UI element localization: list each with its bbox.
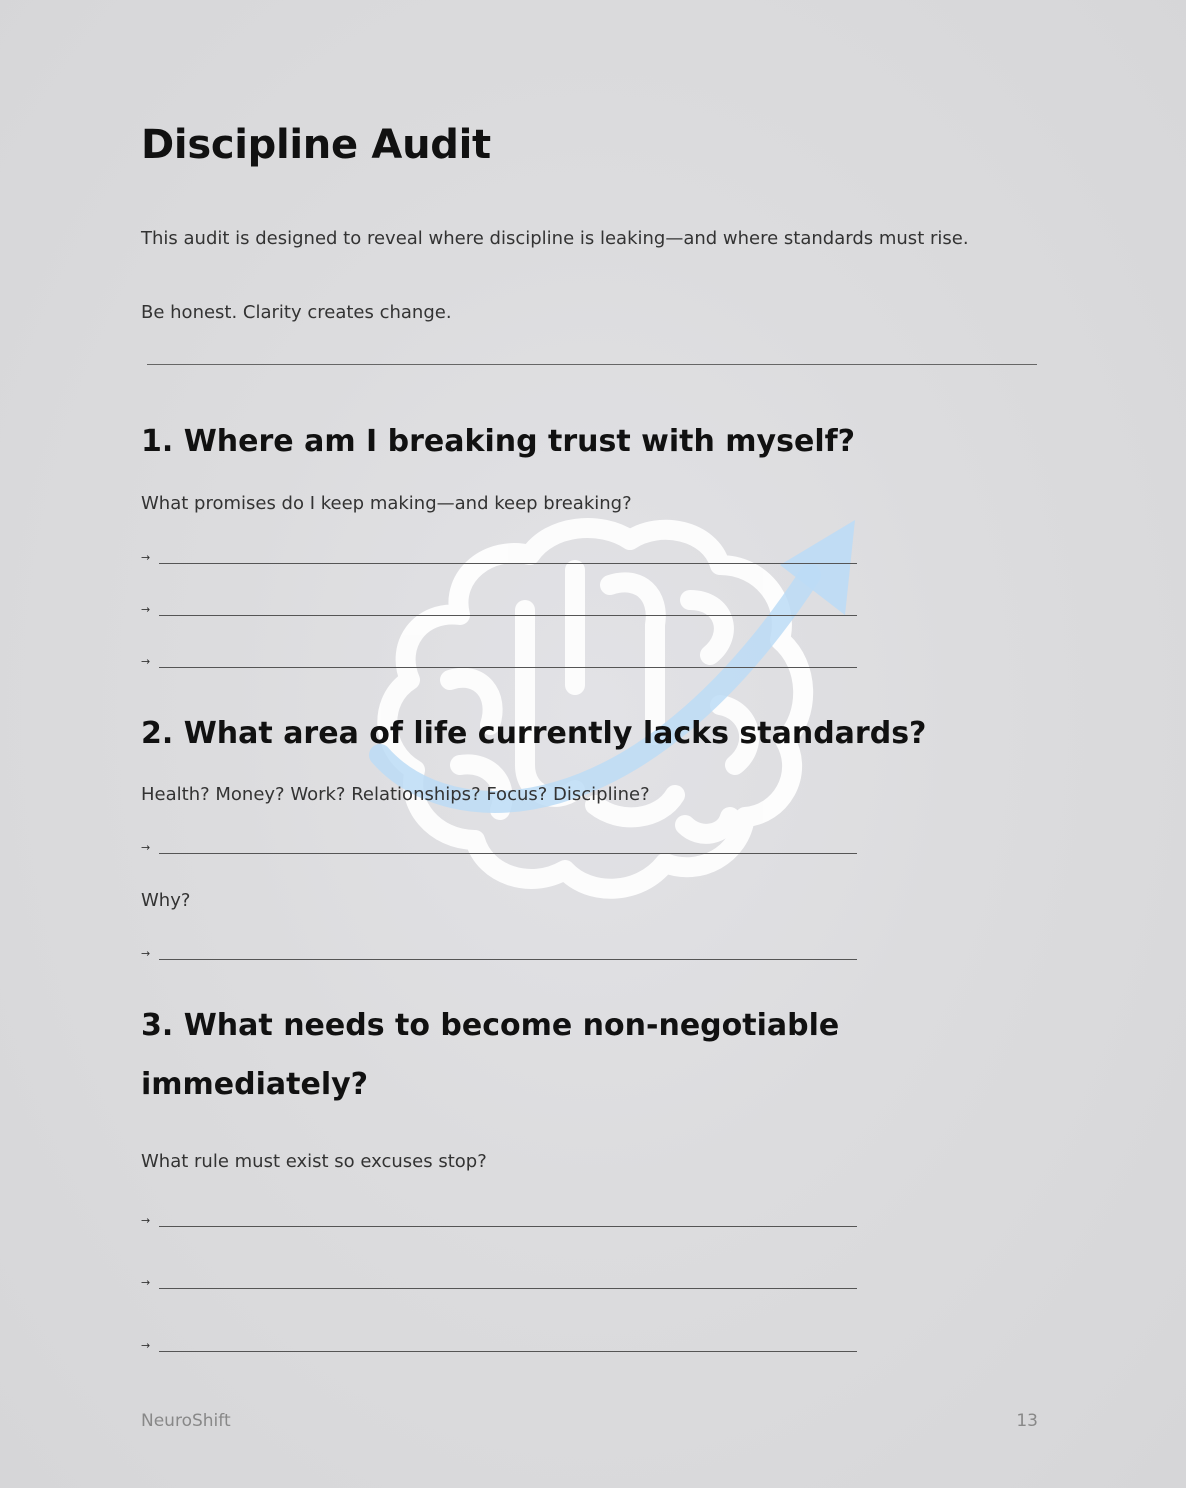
section-1-prompt: What promises do I keep making—and keep breaking? [141, 493, 632, 514]
intro-tagline: Be honest. Clarity creates change. [141, 302, 452, 323]
answer-line[interactable] [141, 841, 859, 861]
section-1-heading: 1. Where am I breaking trust with myself? [141, 424, 856, 459]
answer-line[interactable] [141, 1276, 859, 1296]
page-number: 13 [1016, 1411, 1038, 1431]
section-2-followup: Why? [141, 890, 191, 911]
section-2-prompt: Health? Money? Work? Relationships? Focus? Discipline? [141, 784, 650, 805]
arrow-icon: → [141, 841, 151, 854]
answer-rule [159, 667, 857, 668]
arrow-icon: → [141, 551, 151, 564]
answer-line[interactable] [141, 551, 859, 571]
section-3-heading-line-1: 3. What needs to become non-negotiable [141, 1008, 840, 1043]
section-2-heading: 2. What area of life currently lacks standards? [141, 716, 927, 751]
answer-rule [159, 615, 857, 616]
answer-line[interactable] [141, 1214, 859, 1234]
arrow-icon: → [141, 1339, 151, 1352]
answer-rule [159, 1288, 857, 1289]
section-3-prompt: What rule must exist so excuses stop? [141, 1151, 487, 1172]
answer-rule [159, 563, 857, 564]
arrow-icon: → [141, 655, 151, 668]
answer-line[interactable] [141, 1339, 859, 1359]
answer-line[interactable] [141, 947, 859, 967]
answer-line[interactable] [141, 603, 859, 623]
section-divider [147, 364, 1037, 365]
arrow-icon: → [141, 947, 151, 960]
footer-brand: NeuroShift [141, 1411, 231, 1431]
intro-paragraph: This audit is designed to reveal where discipline is leaking—and where standards must rise. [141, 228, 969, 249]
answer-rule [159, 1351, 857, 1352]
section-3-heading-line-2: immediately? [141, 1067, 369, 1102]
arrow-icon: → [141, 1276, 151, 1289]
page-title: Discipline Audit [141, 122, 491, 168]
answer-rule [159, 959, 857, 960]
answer-line[interactable] [141, 655, 859, 675]
arrow-icon: → [141, 1214, 151, 1227]
answer-rule [159, 853, 857, 854]
arrow-icon: → [141, 603, 151, 616]
answer-rule [159, 1226, 857, 1227]
